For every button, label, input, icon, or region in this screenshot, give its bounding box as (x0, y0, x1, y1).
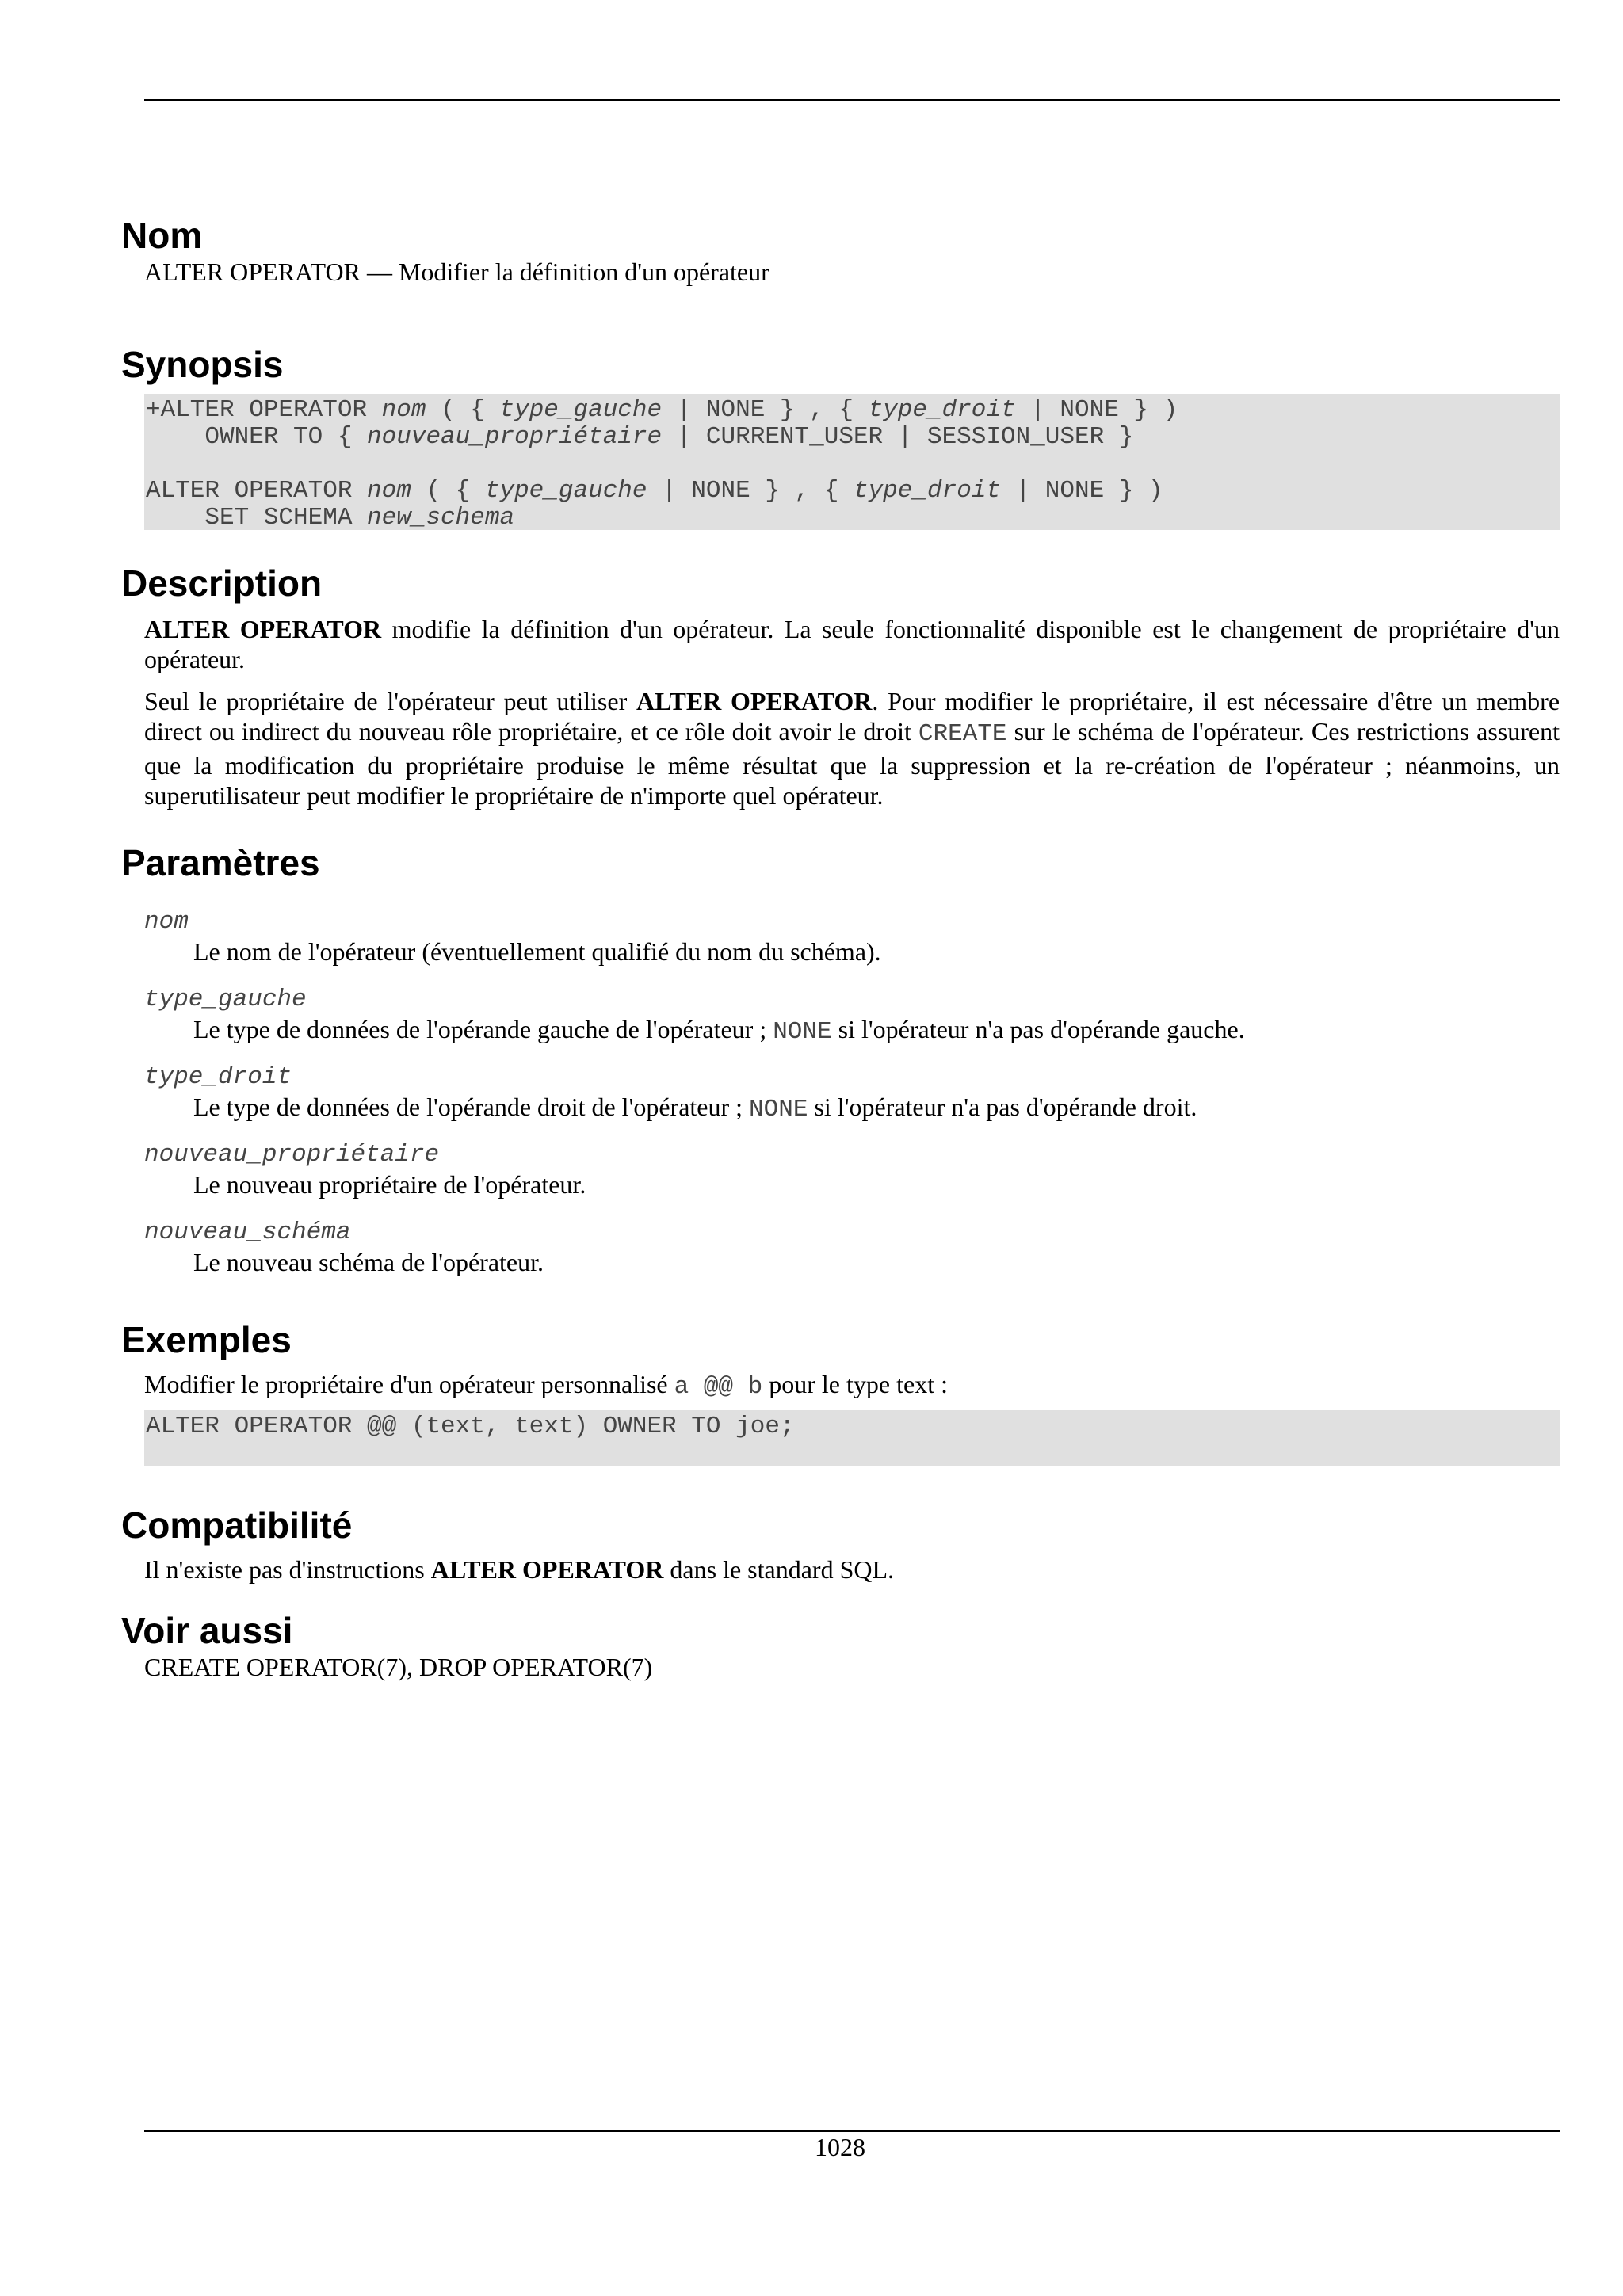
parameters-list (121, 908, 1560, 1280)
nom-text: ALTER OPERATOR — Modifier la définition d'un opérateur (144, 257, 769, 286)
description-paragraph-1: ALTER OPERATOR modifie la définition d'un opérateur. La seule fonctionnalité disponible est le changement de propriétaire d'un opérateur. (144, 614, 1560, 673)
parameter-item (121, 1141, 1560, 1203)
parameter-item (121, 986, 1560, 1047)
parameter-definition: Le type de données de l'opérande droit de l'opérateur ; NONE si l'opérateur n'a pas d'opérande droit. (193, 1092, 1197, 1123)
parameter-definition: Le type de données de l'opérande gauche de l'opérateur ; NONE si l'opérateur n'a pas d'opérande gauche. (193, 1014, 1245, 1046)
compatibilite-text: Il n'existe pas d'instructions ALTER OPERATOR dans le standard SQL. (144, 1555, 895, 1584)
page-number: 1028 (815, 2133, 865, 2161)
example-code-block: ALTER OPERATOR @@ (text, text) OWNER TO joe; (144, 1410, 1560, 1466)
exemples-intro: Modifier le propriétaire d'un opérateur personnalisé a @@ b pour le type text : (144, 1369, 948, 1401)
section-heading-synopsis: Synopsis (121, 343, 284, 385)
parameter-item (121, 908, 1560, 970)
parameter-definition: Le nom de l'opérateur (éventuellement qualifié du nom du schéma). (193, 936, 881, 966)
section-heading-voir-aussi: Voir aussi (121, 1609, 293, 1651)
section-heading-compatibilite: Compatibilité (121, 1505, 353, 1546)
header-rule (144, 99, 1560, 101)
parameter-term: type_droit (144, 1062, 292, 1091)
page-content (121, 214, 1560, 1682)
parameter-item (121, 1063, 1560, 1125)
voir-aussi-links[interactable]: CREATE OPERATOR(7), DROP OPERATOR(7) (144, 1652, 653, 1681)
section-heading-parametres: Paramètres (121, 841, 320, 883)
parameter-term: nouveau_schéma (144, 1218, 351, 1246)
description-paragraph-2: Seul le propriétaire de l'opérateur peut utiliser ALTER OPERATOR. Pour modifier le propriétaire, il est nécessaire d'être un membre direct ou indirect du nouveau rôle propriétaire, et ce rôle doit avoir le droit CREATE sur le schéma de l'opérateur. Ces restrictions assurent que la modification du propriétaire produise le même résultat que la suppression et la re-création de l'opérateur ; néanmoins, un superutilisateur peut modifier le propriétaire de n'importe quel opérateur. (144, 686, 1560, 810)
parameter-term: nouveau_propriétaire (144, 1140, 440, 1169)
parameter-definition: Le nouveau propriétaire de l'opérateur. (193, 1169, 586, 1199)
parameter-definition: Le nouveau schéma de l'opérateur. (193, 1247, 544, 1276)
parameter-term: nom (144, 907, 189, 936)
section-heading-description: Description (121, 562, 323, 604)
section-heading-nom: Nom (121, 215, 203, 256)
parameter-term: type_gauche (144, 985, 307, 1013)
section-heading-exemples: Exemples (121, 1318, 292, 1360)
synopsis-code-block: +ALTER OPERATOR nom ( { type_gauche | NONE } , { type_droit | NONE } ) OWNER TO { nouveau_propriétaire | CURRENT_USER | SESSION_USER } ALTER OPERATOR nom ( { type_gauche | NONE } , { type_droit | NONE } ) SET SCHEMA new_schema (144, 394, 1560, 530)
parameter-item (121, 1219, 1560, 1280)
